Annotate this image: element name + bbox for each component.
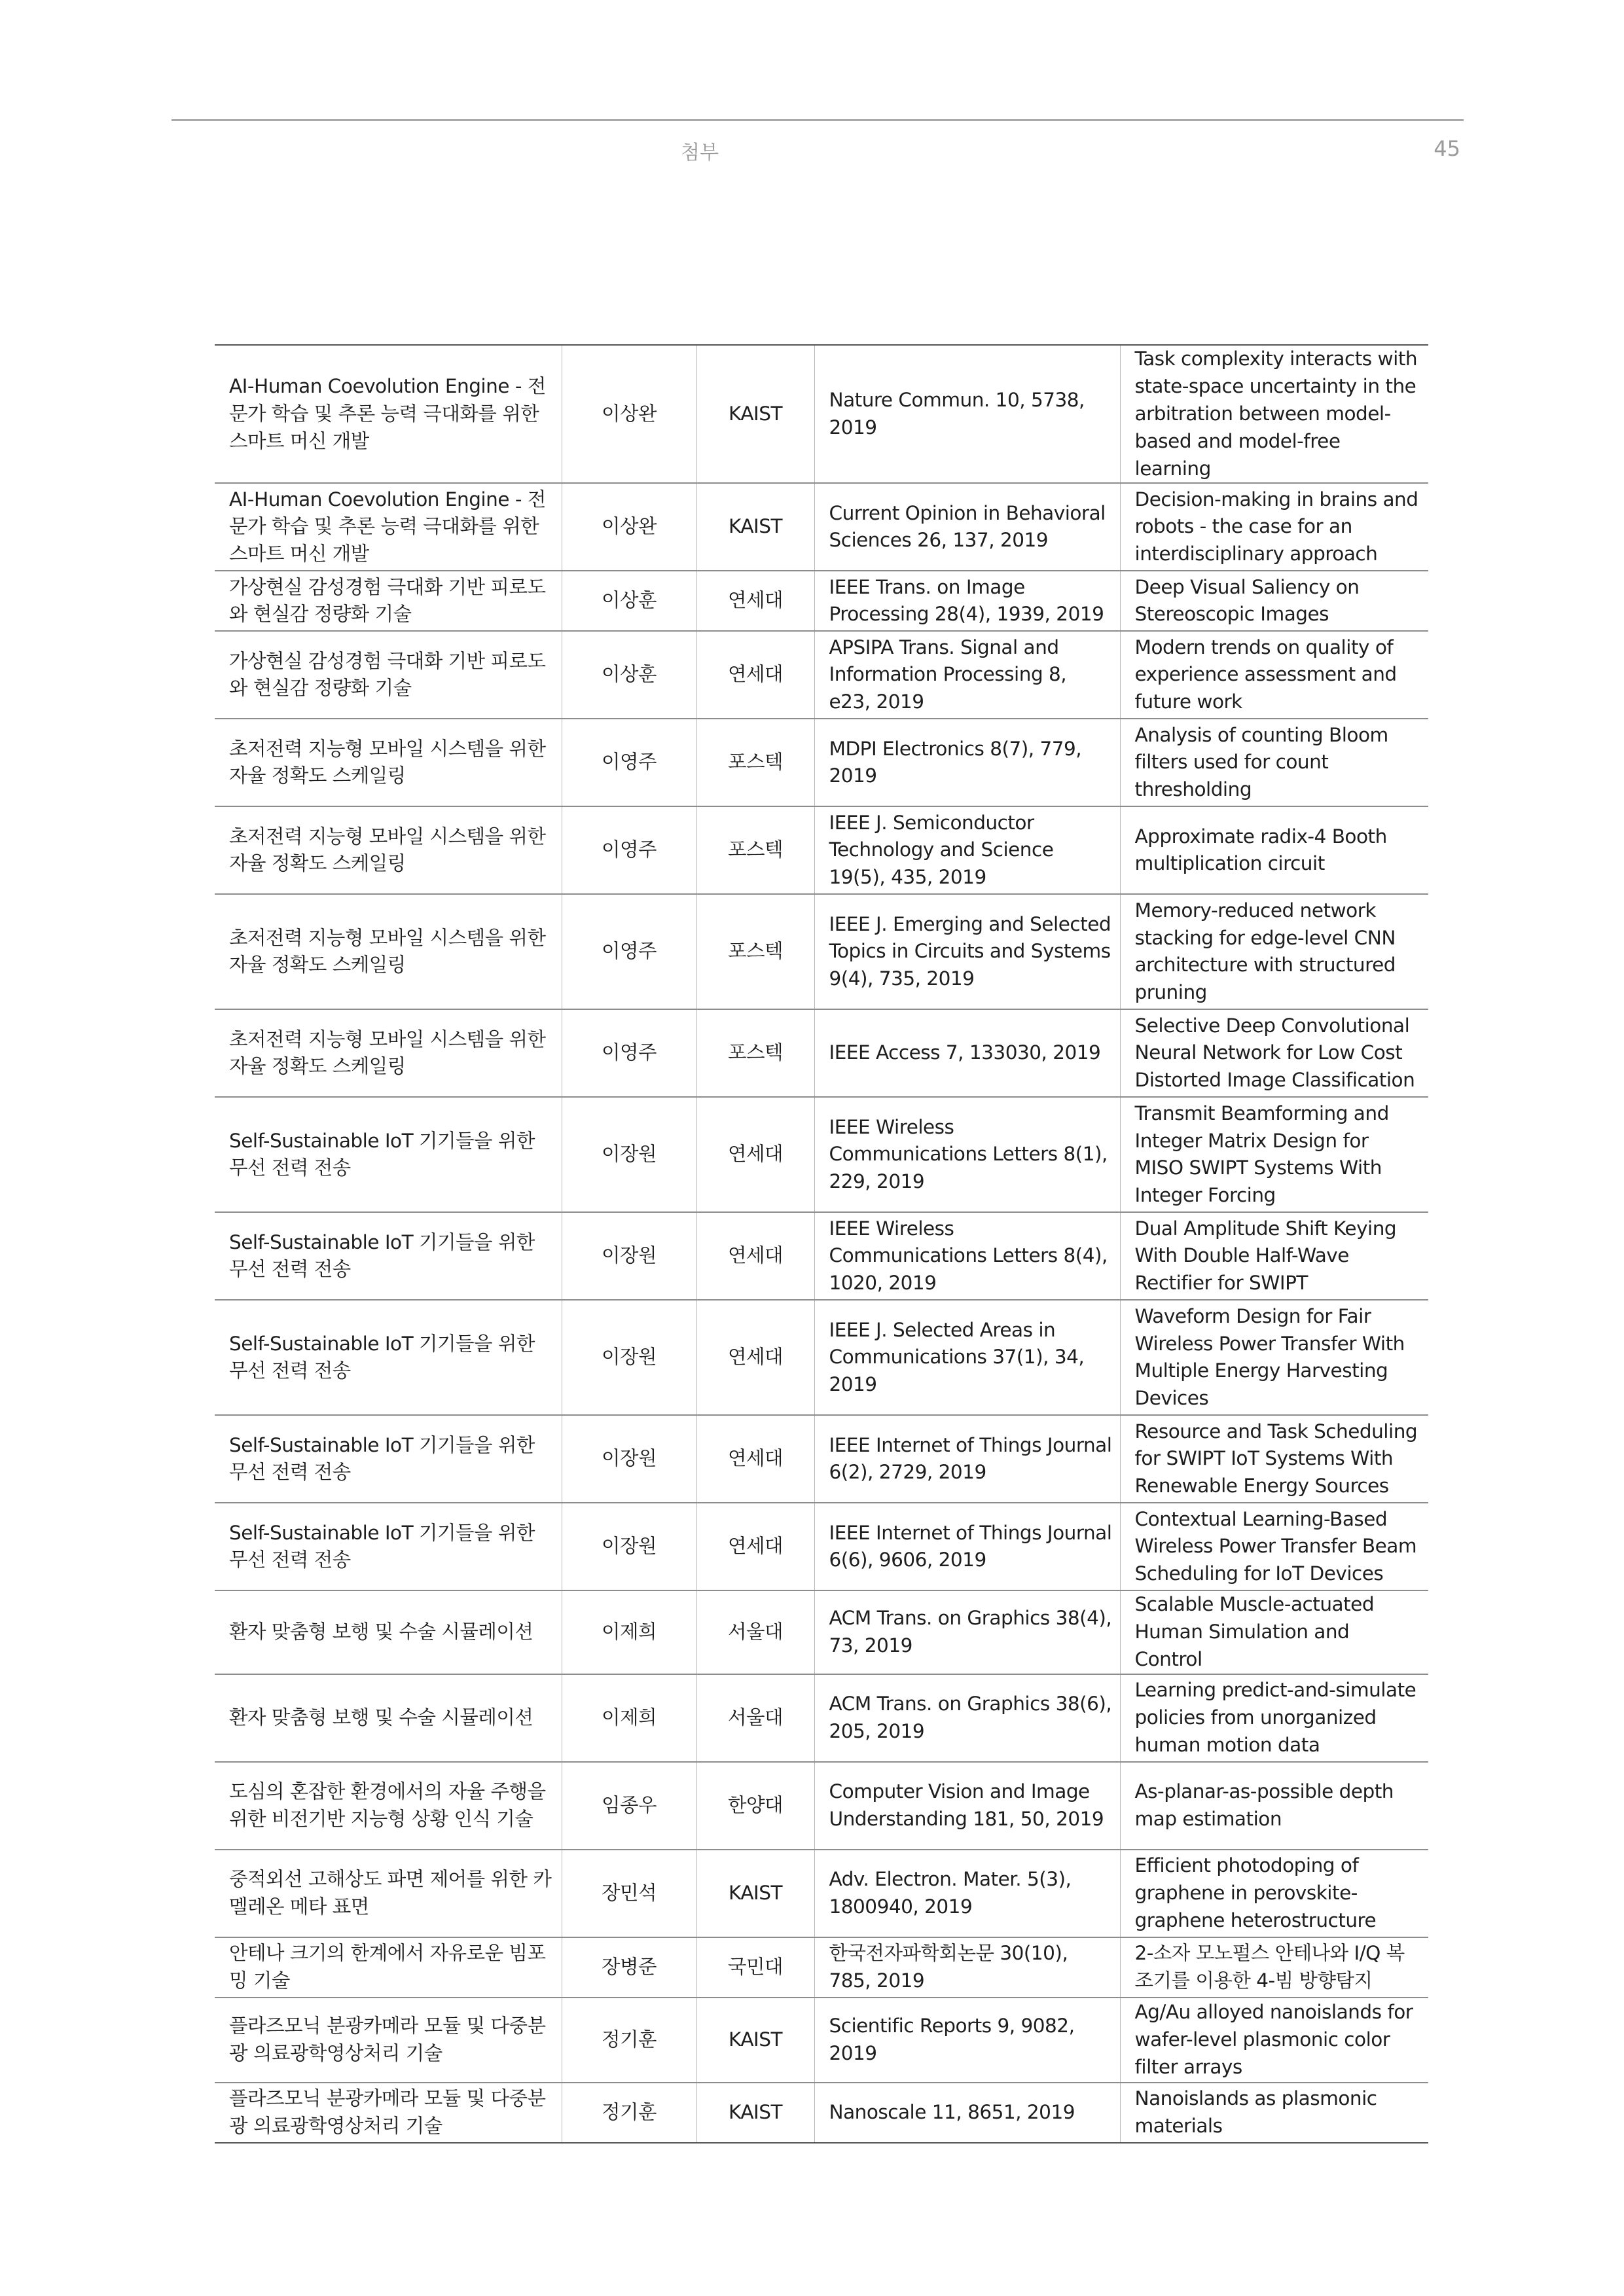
journal-cell: IEEE Wireless Communications Letters 8(1), 229, 2019 xyxy=(814,1097,1120,1212)
paper-title-cell: Task complexity interacts with state-space uncertainty in the arbitration between model-based and model-free learning xyxy=(1120,345,1428,483)
journal-cell: Scientific Reports 9, 9082, 2019 xyxy=(814,1998,1120,2083)
journal-cell: Nanoscale 11, 8651, 2019 xyxy=(814,2083,1120,2143)
journal-cell: IEEE Wireless Communications Letters 8(4), 1020, 2019 xyxy=(814,1212,1120,1300)
paper-title-cell: Transmit Beamforming and Integer Matrix Design for MISO SWIPT Systems With Integer Forcing xyxy=(1120,1097,1428,1212)
paper-title-cell: Contextual Learning-Based Wireless Power Transfer Beam Scheduling for IoT Devices xyxy=(1120,1503,1428,1590)
table-row xyxy=(215,806,1428,894)
paper-title-cell: Efficient photodoping of graphene in perovskite-graphene heterostructure xyxy=(1120,1850,1428,1937)
researcher-cell: 이영주 xyxy=(562,719,696,806)
researcher-cell: 이장원 xyxy=(562,1415,696,1503)
researcher-cell: 이장원 xyxy=(562,1503,696,1590)
institution-cell: 연세대 xyxy=(696,631,814,719)
journal-cell: IEEE J. Semiconductor Technology and Science 19(5), 435, 2019 xyxy=(814,806,1120,894)
researcher-cell: 이제희 xyxy=(562,1674,696,1762)
researcher-cell: 이장원 xyxy=(562,1300,696,1415)
table-row xyxy=(215,483,1428,571)
paper-title-cell: Learning predict-and-simulate policies from unorganized human motion data xyxy=(1120,1674,1428,1762)
institution-cell: 서울대 xyxy=(696,1590,814,1674)
table-row xyxy=(215,1762,1428,1850)
institution-cell: 연세대 xyxy=(696,1415,814,1503)
institution-cell: 포스텍 xyxy=(696,719,814,806)
project-cell: 플라즈모닉 분광카메라 모듈 및 다중분광 의료광학영상처리 기술 xyxy=(215,2083,562,2143)
researcher-cell: 장병준 xyxy=(562,1937,696,1998)
paper-title-cell: Approximate radix-4 Booth multiplication circuit xyxy=(1120,806,1428,894)
paper-title-cell: Nanoislands as plasmonic materials xyxy=(1120,2083,1428,2143)
paper-title-cell: Analysis of counting Bloom filters used for count thresholding xyxy=(1120,719,1428,806)
journal-cell: IEEE Trans. on Image Processing 28(4), 1939, 2019 xyxy=(814,571,1120,631)
researcher-cell: 정기훈 xyxy=(562,2083,696,2143)
paper-title-cell: Memory-reduced network stacking for edge-level CNN architecture with structured pruning xyxy=(1120,894,1428,1009)
journal-cell: IEEE Access 7, 133030, 2019 xyxy=(814,1009,1120,1097)
table-row xyxy=(215,1503,1428,1590)
project-cell: 환자 맞춤형 보행 및 수술 시뮬레이션 xyxy=(215,1674,562,1762)
header-rule xyxy=(171,119,1464,121)
paper-title-cell: Modern trends on quality of experience assessment and future work xyxy=(1120,631,1428,719)
journal-cell: ACM Trans. on Graphics 38(6), 205, 2019 xyxy=(814,1674,1120,1762)
table-row xyxy=(215,894,1428,1009)
institution-cell: 국민대 xyxy=(696,1937,814,1998)
institution-cell: KAIST xyxy=(696,2083,814,2143)
table-row xyxy=(215,719,1428,806)
paper-title-cell: Deep Visual Saliency on Stereoscopic Images xyxy=(1120,571,1428,631)
researcher-cell: 이제희 xyxy=(562,1590,696,1674)
institution-cell: 서울대 xyxy=(696,1674,814,1762)
paper-title-cell: As-planar-as-possible depth map estimation xyxy=(1120,1762,1428,1850)
institution-cell: 포스텍 xyxy=(696,1009,814,1097)
project-cell: 안테나 크기의 한계에서 자유로운 빔포밍 기술 xyxy=(215,1937,562,1998)
project-cell: 가상현실 감성경험 극대화 기반 피로도와 현실감 정량화 기술 xyxy=(215,571,562,631)
table-row xyxy=(215,1212,1428,1300)
paper-title-cell: Selective Deep Convolutional Neural Network for Low Cost Distorted Image Classification xyxy=(1120,1009,1428,1097)
journal-cell: 한국전자파학회논문 30(10), 785, 2019 xyxy=(814,1937,1120,1998)
table-row xyxy=(215,1300,1428,1415)
researcher-cell: 이장원 xyxy=(562,1212,696,1300)
researcher-cell: 이영주 xyxy=(562,806,696,894)
project-cell: AI-Human Coevolution Engine - 전문가 학습 및 추론 능력 극대화를 위한 스마트 머신 개발 xyxy=(215,345,562,483)
project-cell: 초저전력 지능형 모바일 시스템을 위한 자율 정확도 스케일링 xyxy=(215,1009,562,1097)
researcher-cell: 이상훈 xyxy=(562,631,696,719)
journal-cell: APSIPA Trans. Signal and Information Processing 8, e23, 2019 xyxy=(814,631,1120,719)
project-cell: Self-Sustainable IoT 기기들을 위한 무선 전력 전송 xyxy=(215,1300,562,1415)
researcher-cell: 이상완 xyxy=(562,345,696,483)
researcher-cell: 장민석 xyxy=(562,1850,696,1937)
researcher-cell: 정기훈 xyxy=(562,1998,696,2083)
project-cell: 도심의 혼잡한 환경에서의 자율 주행을 위한 비전기반 지능형 상황 인식 기술 xyxy=(215,1762,562,1850)
institution-cell: 연세대 xyxy=(696,1300,814,1415)
project-cell: 중적외선 고해상도 파면 제어를 위한 카멜레온 메타 표면 xyxy=(215,1850,562,1937)
table-row xyxy=(215,1415,1428,1503)
project-cell: 초저전력 지능형 모바일 시스템을 위한 자율 정확도 스케일링 xyxy=(215,894,562,1009)
project-cell: AI-Human Coevolution Engine - 전문가 학습 및 추론 능력 극대화를 위한 스마트 머신 개발 xyxy=(215,483,562,571)
journal-cell: Adv. Electron. Mater. 5(3), 1800940, 2019 xyxy=(814,1850,1120,1937)
journal-cell: Computer Vision and Image Understanding 181, 50, 2019 xyxy=(814,1762,1120,1850)
paper-title-cell: Ag/Au alloyed nanoislands for wafer-level plasmonic color filter arrays xyxy=(1120,1998,1428,2083)
table-row xyxy=(215,1009,1428,1097)
paper-title-cell: Scalable Muscle-actuated Human Simulation and Control xyxy=(1120,1590,1428,1674)
journal-cell: IEEE Internet of Things Journal 6(2), 2729, 2019 xyxy=(814,1415,1120,1503)
researcher-cell: 이상완 xyxy=(562,483,696,571)
journal-cell: Current Opinion in Behavioral Sciences 26, 137, 2019 xyxy=(814,483,1120,571)
table-row xyxy=(215,1850,1428,1937)
institution-cell: KAIST xyxy=(696,1998,814,2083)
researcher-cell: 임종우 xyxy=(562,1762,696,1850)
journal-cell: MDPI Electronics 8(7), 779, 2019 xyxy=(814,719,1120,806)
project-cell: 초저전력 지능형 모바일 시스템을 위한 자율 정확도 스케일링 xyxy=(215,719,562,806)
researcher-cell: 이영주 xyxy=(562,894,696,1009)
paper-title-cell: Decision-making in brains and robots - the case for an interdisciplinary approach xyxy=(1120,483,1428,571)
project-cell: Self-Sustainable IoT 기기들을 위한 무선 전력 전송 xyxy=(215,1415,562,1503)
project-cell: Self-Sustainable IoT 기기들을 위한 무선 전력 전송 xyxy=(215,1212,562,1300)
table-row xyxy=(215,1998,1428,2083)
institution-cell: KAIST xyxy=(696,483,814,571)
journal-cell: ACM Trans. on Graphics 38(4), 73, 2019 xyxy=(814,1590,1120,1674)
paper-title-cell: Waveform Design for Fair Wireless Power Transfer With Multiple Energy Harvesting Devices xyxy=(1120,1300,1428,1415)
table-row xyxy=(215,571,1428,631)
researcher-cell: 이상훈 xyxy=(562,571,696,631)
table-row xyxy=(215,1937,1428,1998)
institution-cell: 연세대 xyxy=(696,1097,814,1212)
journal-cell: IEEE Internet of Things Journal 6(6), 9606, 2019 xyxy=(814,1503,1120,1590)
researcher-cell: 이영주 xyxy=(562,1009,696,1097)
institution-cell: 한양대 xyxy=(696,1762,814,1850)
table-row xyxy=(215,1590,1428,1674)
journal-cell: Nature Commun. 10, 5738, 2019 xyxy=(814,345,1120,483)
table-row xyxy=(215,1674,1428,1762)
institution-cell: KAIST xyxy=(696,345,814,483)
paper-title-cell: Resource and Task Scheduling for SWIPT IoT Systems With Renewable Energy Sources xyxy=(1120,1415,1428,1503)
institution-cell: KAIST xyxy=(696,1850,814,1937)
publication-table xyxy=(215,344,1428,2144)
institution-cell: 연세대 xyxy=(696,1503,814,1590)
project-cell: Self-Sustainable IoT 기기들을 위한 무선 전력 전송 xyxy=(215,1097,562,1212)
paper-title-cell: Dual Amplitude Shift Keying With Double Half-Wave Rectifier for SWIPT xyxy=(1120,1212,1428,1300)
table-row xyxy=(215,631,1428,719)
institution-cell: 포스텍 xyxy=(696,894,814,1009)
journal-cell: IEEE J. Emerging and Selected Topics in Circuits and Systems 9(4), 735, 2019 xyxy=(814,894,1120,1009)
project-cell: 가상현실 감성경험 극대화 기반 피로도와 현실감 정량화 기술 xyxy=(215,631,562,719)
project-cell: 플라즈모닉 분광카메라 모듈 및 다중분광 의료광학영상처리 기술 xyxy=(215,1998,562,2083)
institution-cell: 연세대 xyxy=(696,1212,814,1300)
project-cell: 초저전력 지능형 모바일 시스템을 위한 자율 정확도 스케일링 xyxy=(215,806,562,894)
paper-title-cell: 2-소자 모노펄스 안테나와 I/Q 복조기를 이용한 4-빔 방향탐지 xyxy=(1120,1937,1428,1998)
table-row xyxy=(215,1097,1428,1212)
table-row xyxy=(215,345,1428,483)
project-cell: Self-Sustainable IoT 기기들을 위한 무선 전력 전송 xyxy=(215,1503,562,1590)
page-number: 45 xyxy=(1434,136,1460,161)
institution-cell: 포스텍 xyxy=(696,806,814,894)
institution-cell: 연세대 xyxy=(696,571,814,631)
section-title: 첨부 xyxy=(681,141,719,164)
publication-table-body xyxy=(215,345,1428,2143)
journal-cell: IEEE J. Selected Areas in Communications 37(1), 34, 2019 xyxy=(814,1300,1120,1415)
project-cell: 환자 맞춤형 보행 및 수술 시뮬레이션 xyxy=(215,1590,562,1674)
researcher-cell: 이장원 xyxy=(562,1097,696,1212)
table-row xyxy=(215,2083,1428,2143)
